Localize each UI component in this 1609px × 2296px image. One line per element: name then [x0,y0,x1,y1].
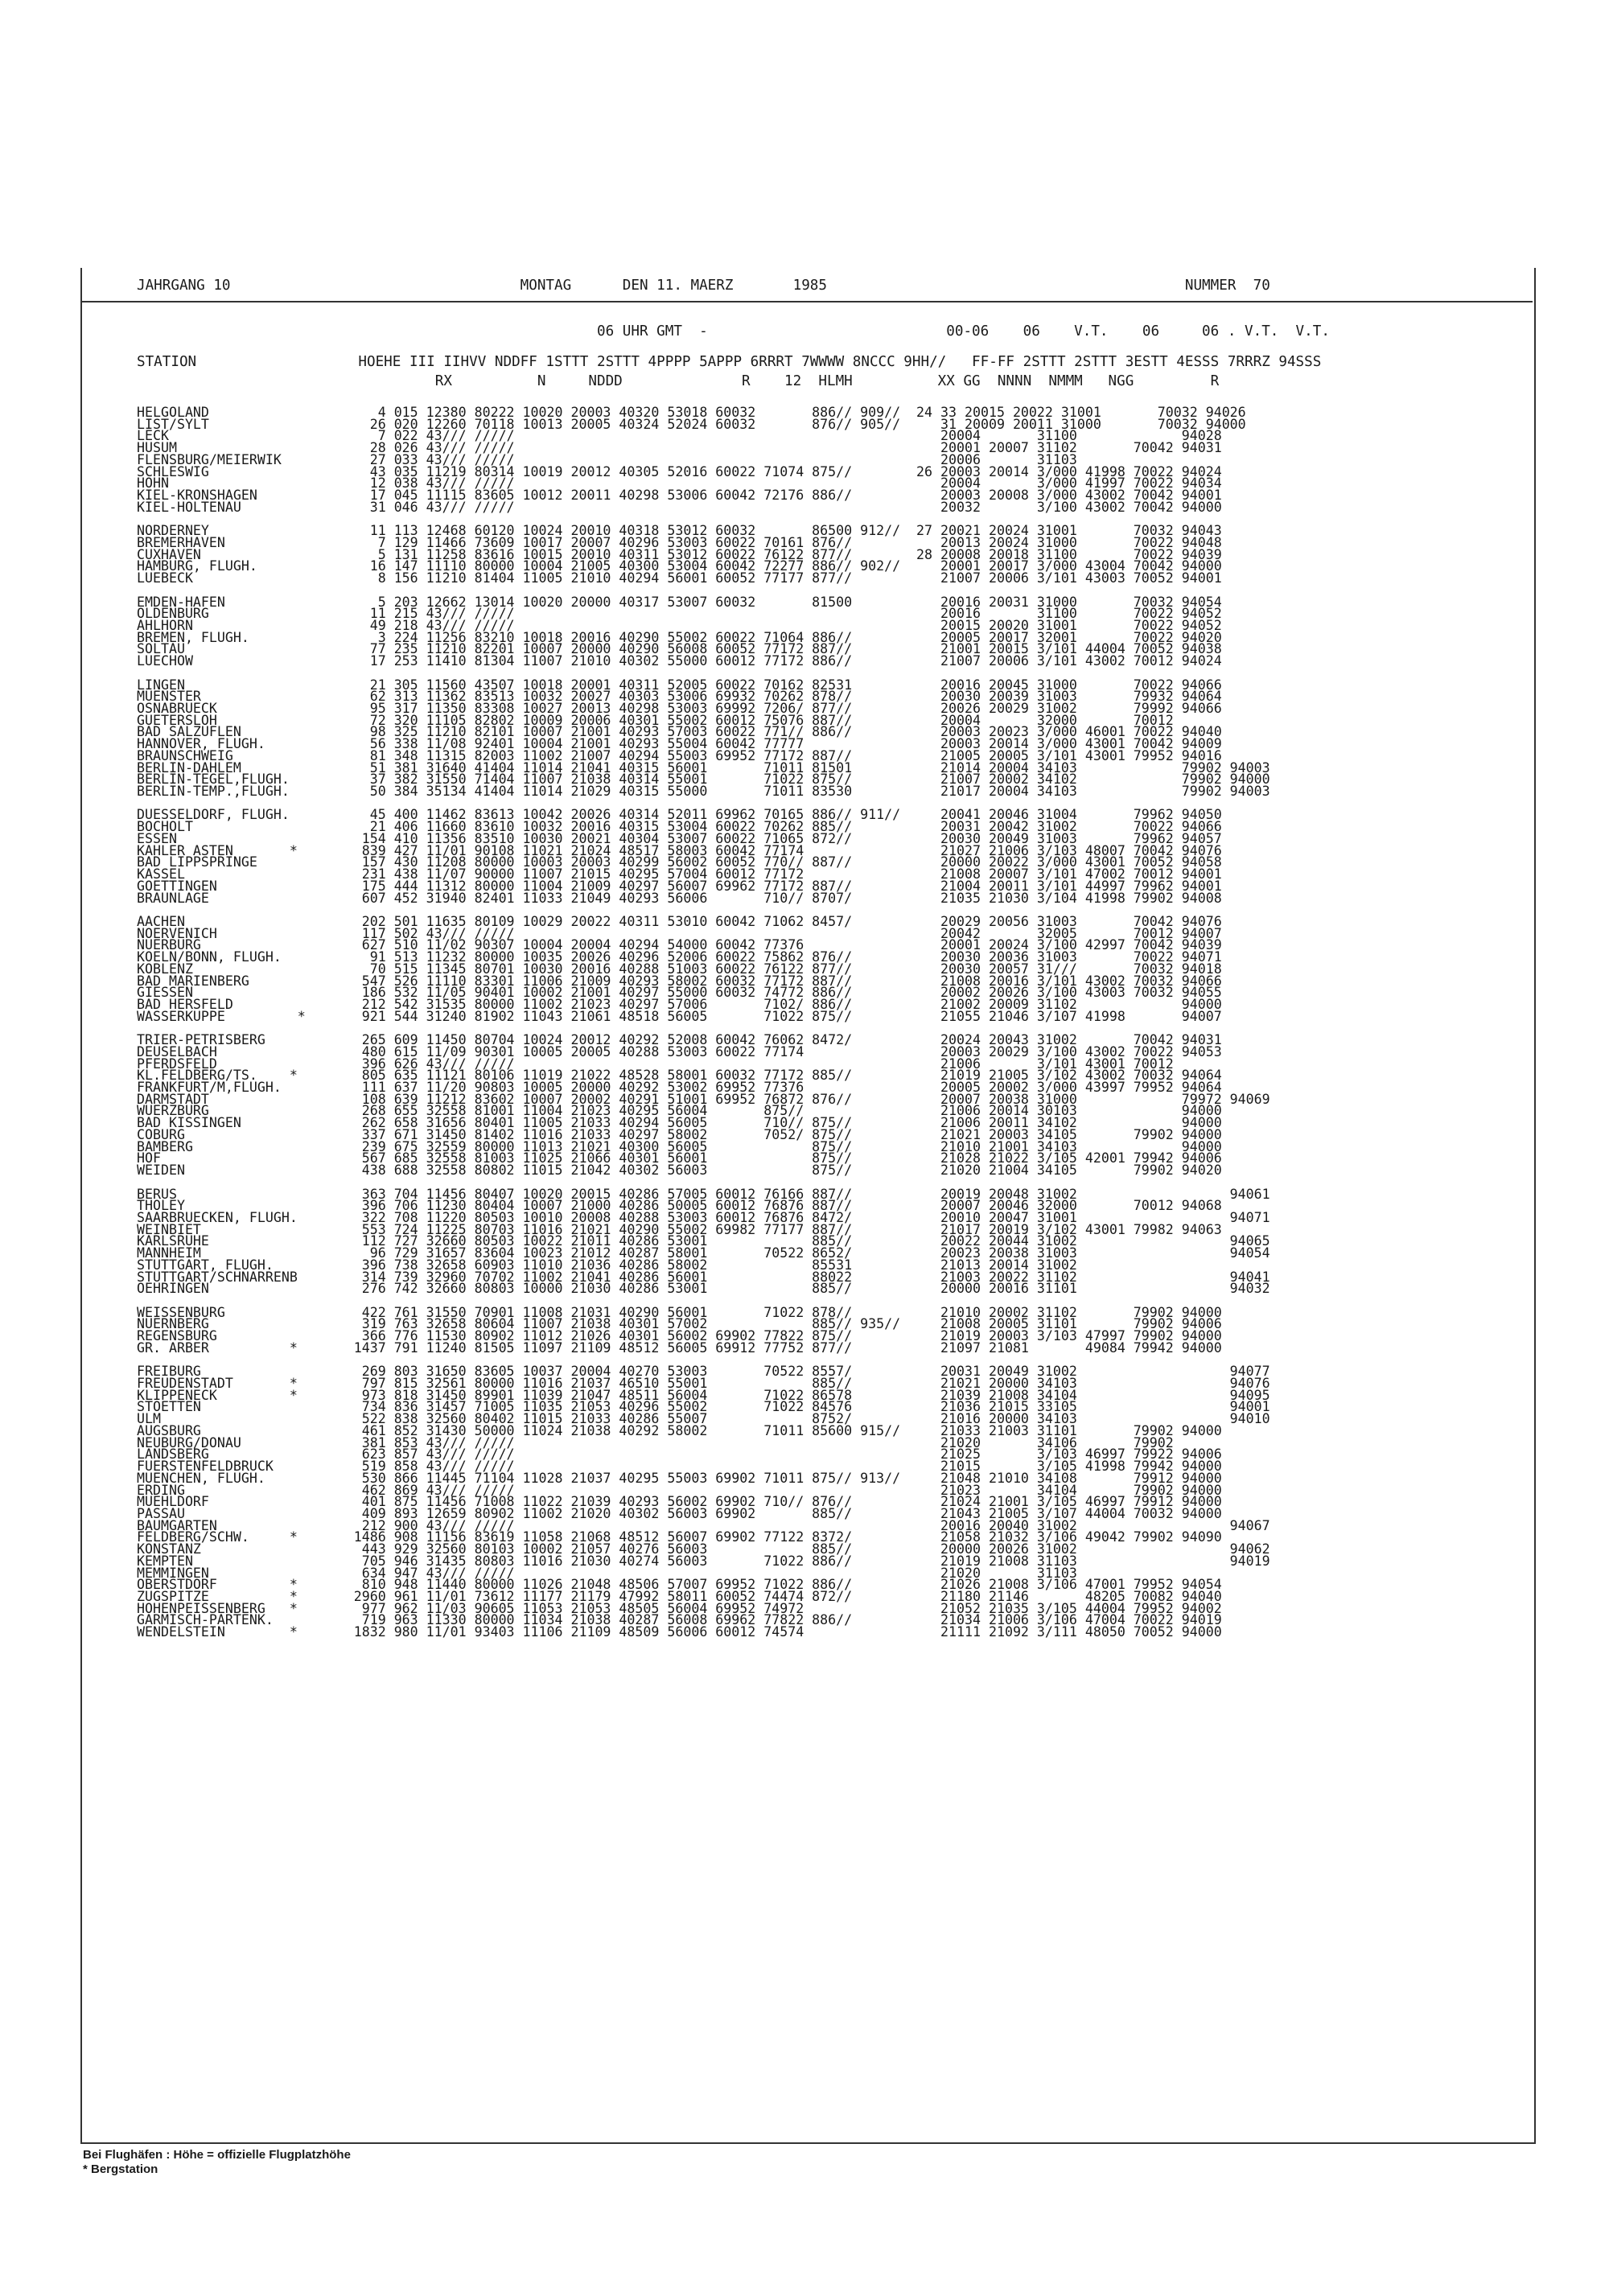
station-row: KASSEL 231 438 11/07 90000 11007 21015 40295 57004 60012 77172 21008 20007 3/101 47002 70012 94001 [137,866,1222,883]
station-row: OSNABRUECK 95 317 11350 83308 10027 20013 40298 53003 69992 7206/ 877// 20026 20029 31002 79992 94066 [137,701,1222,716]
station-row: WEISSENBURG 422 761 31550 70901 11008 21031 40290 56001 71022 878// 21010 20002 31102 79902 94000 [137,1304,1222,1320]
station-row: FREUDENSTADT * 797 815 32561 80000 11016 21037 46510 55001 885// 21021 20000 34103 94076 [137,1376,1270,1392]
column-header-row-3: RX N NDDD R 12 HLMH XX GG NNNN NMMM NGG R [137,373,1220,389]
station-row: STUTTGART, FLUGH. 396 738 32658 60903 11010 21036 40286 58002 85531 21013 20014 31002 [137,1257,1077,1273]
station-row: SOLTAU 77 235 11210 82201 10007 20000 40290 56008 60052 77172 887// 21001 20015 3/101 44004 70052 94038 [137,641,1222,657]
station-row: PASSAU 409 893 12659 80902 11002 21020 40302 56003 69902 885// 21043 21005 3/107 44004 70032 94000 [137,1505,1222,1521]
station-row: KARLSRUHE 112 727 32660 80503 10022 21011 40286 53001 885// 20022 20044 31002 94065 [137,1233,1270,1249]
station-row: KOBLENZ 70 515 11345 80701 10030 20016 40288 51003 60022 76122 877// 20030 20057 31/// 70032 94018 [137,961,1222,977]
station-row: DEUSELBACH 480 615 11/09 90301 10005 20005 40288 53003 60022 77174 20003 20029 3/100 43002 70022 94053 [137,1043,1222,1060]
station-row: DUESSELDORF, FLUGH. 45 400 11462 83613 10042 20026 40314 52011 69962 70165 886// 911// 20041 20046 31004 79962 94050 [137,807,1222,823]
station-row: AACHEN 202 501 11635 80109 10029 20022 40311 53010 60042 71062 8457/ 20029 20056 31003 70042 94076 [137,913,1222,929]
station-row: ULM 522 838 32560 80402 11015 21033 40286 55007 8752/ 21016 20000 34103 94010 [137,1411,1270,1427]
station-row: BERUS 363 704 11456 80407 10020 20015 40286 57005 60012 76166 887// 20019 20048 31002 94061 [137,1186,1270,1202]
station-row: KL.FELDBERG/TS. * 805 635 11121 80106 11019 21022 48528 58001 60032 77172 885// 21019 21005 3/102 43002 70032 94064 [137,1068,1222,1084]
station-row: BERLIN-DAHLEM 51 381 31640 41404 11014 21041 40315 56001 71011 81501 21014 20004 34103 79902 94003 [137,759,1270,776]
station-row: SCHLESWIG 43 035 11219 80314 10019 20012 40305 52016 60022 71074 875// 26 20003 20014 3/000 41998 70022 94024 [137,463,1222,479]
station-row: STOETTEN 734 836 31457 71005 11035 21053 40296 55002 71022 84576 21036 21015 33105 94001 [137,1399,1270,1415]
station-row: NUERBURG 627 510 11/02 90307 10004 20004 40294 54000 60042 77376 20001 20024 3/100 42997 70042 94039 [137,937,1222,953]
station-row: MANNHEIM 96 729 31657 83604 10023 21012 40287 58001 70522 8652/ 20023 20038 31003 94054 [137,1245,1270,1261]
station-row: BAD KISSINGEN 262 658 31656 80401 11005 21033 40294 56005 710// 875// 21006 20011 34102 94000 [137,1115,1222,1131]
station-row: BAD LIPPSPRINGE 157 430 11208 80000 10003 20003 40299 56002 60052 770// 887// 20000 20022 3/000 43001 70052 94058 [137,854,1222,870]
station-row: LUEBECK 8 156 11210 81404 11005 21010 40294 56001 60052 77177 877// 21007 20006 3/101 43003 70052 94001 [137,570,1222,586]
header-title-line: JAHRGANG 10 MONTAG DEN 11. MAERZ 1985 NUMMER 70 [137,278,1270,294]
station-row: BRAUNLAGE 607 452 31940 82401 11033 21049 40293 56006 710// 8707/ 21035 21030 3/104 41998 79902 94008 [137,890,1222,906]
station-row: MUENCHEN, FLUGH. 530 866 11445 71104 11028 21037 40295 55003 69902 71011 875// 913// 21048 21010 34108 79912 94000 [137,1470,1222,1486]
station-row: PFERDSFELD 396 626 43/// ///// 21006 3/101 43001 70012 [137,1055,1174,1072]
station-row: FELDBERG/SCHW. * 1486 908 11156 83619 11058 21068 48512 56007 69902 77122 8372/ 21058 21032 3/106 49042 79902 94090 [137,1529,1222,1545]
station-row: CUXHAVEN 5 131 11258 83616 10015 20010 40311 53012 60022 76122 877// 28 20008 20018 31100 70022 94039 [137,546,1222,562]
station-row: BOCHOLT 21 406 11660 83610 10032 20016 40315 53004 60022 70262 885// 20031 20042 31002 70022 94066 [137,819,1222,835]
station-row: LIST/SYLT 26 020 12260 70118 10013 20005 40324 52024 60032 876// 905// 31 20009 20011 31000 70032 94000 [137,416,1246,432]
station-row: KONSTANZ 443 929 32560 80103 10002 21057 40276 56003 885// 20000 20026 31002 94062 [137,1541,1270,1557]
station-row: COBURG 337 671 31450 81402 11016 21033 40297 58002 7052/ 875// 21021 20003 34105 79902 94000 [137,1126,1222,1142]
station-row: WEIDEN 438 688 32558 80802 11015 21042 40302 56003 875// 21020 21004 34105 79902 94020 [137,1162,1222,1179]
station-row: LUECHOW 17 253 11410 81304 11007 21010 40302 55000 60012 77172 886// 21007 20006 3/101 43002 70012 94024 [137,653,1222,669]
station-row: BREMEN, FLUGH. 3 224 11256 83210 10018 20016 40290 55002 60022 71064 886// 20005 20017 32001 70022 94020 [137,629,1222,645]
station-row: HANNOVER, FLUGH. 56 338 11/08 92401 10004 21001 40293 55004 60042 77777 20003 20014 3/000 43001 70042 94009 [137,736,1222,752]
station-row: BREMERHAVEN 7 129 11466 73609 10017 20007 40296 53003 60022 70161 876// 20013 20024 31000 70022 94048 [137,534,1222,550]
station-row: MEMMINGEN 634 947 43/// ///// 21020 31103 [137,1565,1077,1581]
station-row: GARMISCH-PARTENK. 719 963 11330 80000 11034 21038 40287 56008 69962 77822 886// 21034 21006 3/106 47004 70022 94019 [137,1612,1222,1628]
station-row: KEMPTEN 705 946 31435 80803 11016 21030 40274 56003 71022 886// 21019 21008 31103 94019 [137,1553,1270,1569]
station-row: FRANKFURT/M,FLUGH. 111 637 11/20 90803 10005 20000 40292 53002 69952 77376 20005 20002 3/000 43997 79952 94064 [137,1080,1222,1096]
station-row: AUGSBURG 461 852 31430 50000 11024 21038 40292 58002 71011 85600 915// 21033 21003 31101 79902 94000 [137,1422,1222,1438]
station-row: OBERSTDORF * 810 948 11440 80000 11026 21048 48506 57007 69952 71022 886// 21026 21008 3/106 47001 79952 94054 [137,1577,1222,1593]
station-row: BAD SALZUFLEN 98 325 11210 82101 10007 21001 40293 57003 60022 771// 886// 20003 20023 3/000 46001 70022 94040 [137,724,1222,740]
station-row: STUTTGART/SCHNARRENB 314 739 32960 70702 11002 21041 40286 56001 88022 21003 20022 31102 94041 [137,1269,1270,1285]
station-row: ZUGSPITZE * 2960 961 11/01 73612 11177 21179 47992 58011 60052 74474 872// 21180 21146 48205 70082 94040 [137,1589,1222,1604]
station-row: WASSERKUPPE * 921 544 31240 81902 11043 21061 48518 56005 71022 875// 21055 21046 3/107 41998 94007 [137,1008,1222,1024]
station-row: MUEHLDORF 401 875 11456 71008 11022 21039 40293 56002 69902 710// 876// 21024 21001 3/105 46997 79912 94000 [137,1494,1222,1510]
station-row: KAHLER ASTEN * 839 427 11/01 90108 11021 21024 48517 58003 60042 77174 21027 21006 3/103 48007 70042 94076 [137,842,1222,858]
station-row: ESSEN 154 410 11356 83510 10030 20021 40304 53007 60022 71065 872// 20030 20049 31003 79962 94057 [137,830,1222,846]
column-header-row-2: STATION HOEHE III IIHVV NDDFF 1STTT 2STTT 4PPPP 5APPP 6RRRT 7WWWW 8NCCC 9HH// FF-FF 2STTT 2STTT 3ESTT 4ESSS 7RRRZ 94SSS [137,354,1322,370]
station-row: BAD HERSFELD 212 542 31535 80000 11002 21023 40297 57006 7102/ 886// 21002 20009 31102 94000 [137,997,1222,1012]
station-row: DARMSTADT 108 639 11212 83602 10007 20002 40291 51001 69952 76872 876// 20007 20038 31000 79972 94069 [137,1091,1270,1107]
station-row: BAMBERG 239 675 32559 80000 11013 21021 40300 56005 875// 21010 21001 34103 94000 [137,1138,1222,1154]
station-row: NORDERNEY 11 113 12468 60120 10024 20010 40318 53012 60032 86500 912// 27 20021 20024 31001 70032 94043 [137,523,1222,539]
station-row: FLENSBURG/MEIERWIK 27 033 43/// ///// 20006 31103 [137,451,1077,467]
station-row: NOERVENICH 117 502 43/// ///// 20042 32005 70012 94007 [137,925,1222,941]
station-row: BAUMGARTEN 212 900 43/// ///// 20016 20040 31002 94067 [137,1517,1270,1533]
station-row: BAD MARIENBERG 547 526 11110 83301 11006 21009 40293 58002 60032 77172 887// 21008 20016 3/101 43002 70032 94066 [137,973,1222,989]
station-row: HOHENPEISSENBERG * 977 962 11/03 90605 11053 21053 48505 56004 69952 74972 21052 21035 3/105 44004 79952 94002 [137,1600,1222,1616]
station-row: NEUBURG/DONAU 381 853 43/// ///// 21020 34106 79902 [137,1434,1174,1450]
station-row: NUERNBERG 319 763 32658 80604 11007 21038 40301 57002 885// 935// 21008 20005 31101 79902 94006 [137,1316,1222,1332]
station-row: KLIPPENECK * 973 818 31450 89901 11039 21047 48511 56004 71022 86578 21039 21008 34104 94095 [137,1387,1270,1403]
station-row: LECK 7 022 43/// ///// 20004 31100 94028 [137,428,1222,444]
station-row: OEHRINGEN 276 742 32660 80803 10000 21030 40286 53001 885// 20000 20016 31101 94032 [137,1281,1270,1297]
station-row: HOHN 12 038 43/// ///// 20004 3/000 41997 70022 94034 [137,475,1222,492]
station-row: OLDENBURG 11 215 43/// ///// 20016 31100 70022 94052 [137,606,1222,622]
station-row: WUERZBURG 268 655 32558 81001 11004 21023 40295 56004 875// 21006 20014 30103 94000 [137,1103,1222,1119]
station-row: BRAUNSCHWEIG 81 348 11315 82003 11002 21007 40294 55003 69952 77172 887// 21005 20005 3/101 43001 79952 94016 [137,747,1222,763]
station-row: GUETERSLOH 72 320 11105 82802 10009 20006 40301 55002 60012 75076 887// 20004 32000 70012 [137,712,1174,728]
station-row: WENDELSTEIN * 1832 980 11/01 93403 11106 21109 48509 56006 60012 74574 21111 21092 3/111 48050 70052 94000 [137,1624,1222,1640]
station-row: EMDEN-HAFEN 5 203 12662 13014 10020 20000 40317 53007 60032 81500 20016 20031 31000 70032 94054 [137,594,1222,610]
station-row: THOLEY 396 706 11230 80404 10007 21000 40286 50005 60012 76876 887// 20007 20046 32000 70012 94068 [137,1198,1222,1214]
station-row: HAMBURG, FLUGH. 16 147 11110 80000 10004 21005 40300 53004 60042 72277 886// 902// 20001 20017 3/000 43004 70042 94000 [137,558,1222,574]
station-row: GR. ARBER * 1437 791 11240 81505 11097 21109 48512 56005 69912 77752 877// 21097 21081 49084 79942 94000 [137,1339,1222,1356]
station-row: MUENSTER 62 313 11362 83513 10032 20027 40303 53006 69932 70262 878// 20030 20039 31003 79932 94064 [137,689,1222,705]
station-row: LINGEN 21 305 11560 43507 10018 20001 40311 52005 60022 70162 82531 20016 20045 31000 70022 94066 [137,677,1222,693]
header-rule [80,301,1533,302]
station-row: TRIER-PETRISBERG 265 609 11450 80704 10024 20012 40292 52008 60042 76062 8472/ 20024 20043 31002 70042 94031 [137,1032,1222,1048]
station-row: HUSUM 28 026 43/// ///// 20001 20007 31102 70042 94031 [137,440,1222,456]
station-row: WEINBIET 553 724 11225 80703 11016 21021 40290 55002 69982 77177 887// 21017 20019 3/102 43001 79982 94063 [137,1221,1222,1237]
station-row: GOETTINGEN 175 444 11312 80000 11004 21009 40297 56007 69962 77172 887// 21004 20011 3/101 44997 79962 94001 [137,878,1222,894]
station-row: ERDING 462 869 43/// ///// 21023 34104 79902 94000 [137,1482,1222,1498]
station-row: HELGOLAND 4 015 12380 80222 10020 20003 40320 53018 60032 886// 909// 24 33 20015 20022 31001 70032 94026 [137,405,1246,420]
column-header-row-1: 06 UHR GMT - 00-06 06 V.T. 06 06 . V.T. V.T. [137,323,1330,339]
station-row: GIESSEN 186 532 11/05 90401 10002 21001 40297 55000 60032 74772 886// 20002 20026 3/100 43003 70032 94055 [137,985,1222,1001]
station-row: LANDSBERG 623 857 43/// ///// 21025 3/103 46997 79922 94006 [137,1446,1222,1463]
station-row: KOELN/BONN, FLUGH. 91 513 11232 80000 10035 20026 40296 52006 60022 75862 876// 20030 20036 31003 70022 94071 [137,949,1222,965]
station-row: SAARBRUECKEN, FLUGH. 322 708 11220 80503 10010 20008 40288 53003 60012 76876 8472/ 20010 20047 31001 94071 [137,1209,1270,1225]
station-row: KIEL-HOLTENAU 31 046 43/// ///// 20032 3/100 43002 70042 94000 [137,499,1222,515]
station-row: REGENSBURG 366 776 11530 80902 11012 21026 40301 56002 69902 77822 875// 21019 20003 3/103 47997 79902 94000 [137,1328,1222,1344]
station-row: AHLHORN 49 218 43/// ///// 20015 20020 31001 70022 94052 [137,617,1222,633]
station-row: FREIBURG 269 803 31650 83605 10037 20004 40270 53003 70522 8557/ 20031 20049 31002 94077 [137,1364,1270,1380]
footnote-mountain-station: * Bergstation [83,2162,158,2176]
station-row: HOF 567 685 32558 81003 11025 21066 40301 56001 875// 21028 21022 3/105 42001 79942 94006 [137,1150,1222,1167]
station-row: BERLIN-TEMP.,FLUGH. 50 384 35134 41404 11014 21029 40315 55000 71011 83530 21017 20004 34103 79902 94003 [137,784,1270,800]
footnote-airports: Bei Flughäfen : Höhe = offizielle Flugplatzhöhe [83,2148,351,2162]
station-row: KIEL-KRONSHAGEN 17 045 11115 83605 10012 20011 40298 53006 60042 72176 886// 20003 20008 3/000 43002 70042 94001 [137,488,1222,504]
station-row: BERLIN-TEGEL,FLUGH. 37 382 31550 71404 11007 21038 40314 55001 71022 875// 21007 20002 34102 79902 94000 [137,772,1270,788]
station-row: FUERSTENFELDBRUCK 519 858 43/// ///// 21015 3/105 41998 79942 94000 [137,1459,1222,1475]
